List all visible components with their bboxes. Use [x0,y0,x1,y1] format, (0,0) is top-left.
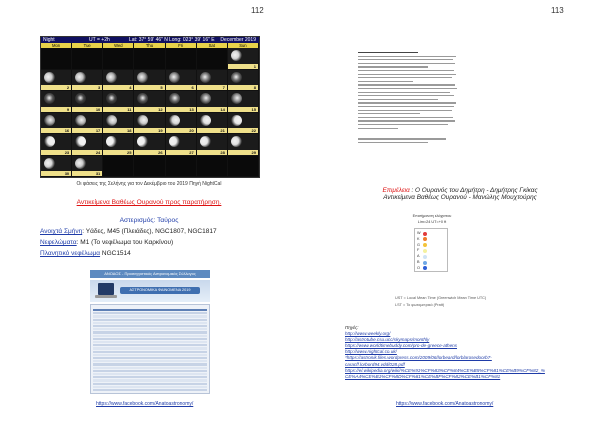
calendar-day-cell [103,156,134,178]
table-row [93,315,207,317]
table-row [93,367,207,369]
legend-note-1: UST = Local Mean Time (Greenwich Mean Time UTC) [395,296,487,300]
day-header: Tue [72,43,103,48]
moon-phase-icon [200,136,211,147]
calendar-date: 5 [160,85,163,90]
star-color-dot [423,266,427,270]
moon-phase-icon [44,115,55,126]
open-clusters-row [40,228,280,235]
calendar-day-cell [72,113,103,135]
text-document-thumbnail [358,52,458,152]
phenomena-banner [90,280,210,302]
day-header: Thu [134,43,165,48]
text-line [358,120,455,121]
table-row [93,351,207,353]
calendar-date: 30 [64,171,70,176]
facebook-link-right[interactable]: https://www.facebook.com/Anatoastronomy/ [396,401,494,407]
moon-phase-icon [44,158,55,169]
calendar-date: 31 [95,171,101,176]
legend-note-2: LST = Το φωτομετρικό (Pratt) [395,303,445,307]
calendar-day-cell [72,48,103,70]
calendar-night-label: Night [43,37,55,43]
legend-letter: G [417,242,420,247]
page-number-left: 112 [251,6,264,15]
calendar-date: 2 [66,85,70,90]
moon-phase-icon [106,136,117,147]
laptop-base-icon [95,295,117,298]
table-row [93,344,207,346]
table-row [93,338,207,340]
source-link[interactable]: https://www.worldtimebuddy.com/pro-de-greece-athens [345,343,458,349]
table-row [93,389,207,391]
calendar-day-cell [41,156,72,178]
star-color-dot [423,243,427,247]
text-line [358,113,420,114]
legend-letter: W [417,231,421,235]
calendar-day-cell [41,134,72,156]
legend-letter: A [417,254,420,259]
calendar-day-cell [134,70,165,92]
open-clusters-value: : Υάδες, Μ45 (Πλειάδες), NGC1807, NGC1817 [82,228,217,235]
calendar-date: 7 [222,85,225,90]
table-row [93,328,207,330]
moon-phase-icon [44,72,55,83]
table-row [93,376,207,378]
calendar-day-cell [228,48,259,70]
star-color-dot [423,261,427,265]
table-row [93,325,207,327]
moon-phase-icon [75,93,86,104]
calendar-month-title: December 2019 [220,37,256,43]
moon-phase-icon [137,72,148,83]
calendar-date: 25 [126,149,132,155]
table-row [93,322,207,324]
calendar-grid [41,48,259,177]
text-line [358,52,418,53]
table-row [93,354,207,356]
calendar-date: 14 [220,106,225,112]
day-header: Wed [103,43,134,48]
calendar-date: 4 [129,85,132,90]
calendar-day-cell [72,156,103,178]
calendar-date: 23 [64,149,70,155]
calendar-day-cell [197,91,228,113]
calendar-date: 3 [98,85,101,90]
text-line [358,95,454,96]
calendar-day-cell [166,91,197,113]
calendar-date: 8 [253,85,256,90]
calendar-date: 11 [127,106,132,112]
text-line [358,84,455,85]
moon-phase-icon [231,50,242,61]
page-number-right: 113 [551,6,564,15]
calendar-day-cell [103,91,134,113]
moon-phase-icon [75,72,86,83]
calendar-date: 16 [64,128,70,133]
calendar-day-cell [228,134,259,156]
text-line [358,74,456,75]
source-link[interactable]: https://el.wikipedia.org/wiki/%CE%91%CF%83%CF%84%CE%B5%CF%81%CE%B9%CF%82_% [345,367,545,373]
table-row [93,386,207,388]
calendar-ut-label: UT = +2h [89,37,110,43]
moon-phase-icon [169,72,180,83]
text-line [358,92,450,93]
star-color-dot [423,232,427,236]
moon-phase-icon [106,115,117,126]
table-row [93,309,207,311]
planetary-nebula-key[interactable]: Πλανητικό νεφέλωμα [40,250,101,257]
legend-title: Επισήμανση ελάχιστου [412,214,452,218]
calendar-day-cell [134,113,165,135]
text-line [358,102,456,103]
text-line [358,128,398,129]
table-row [93,360,207,362]
source-link[interactable]: http://www.nightcal.co.uk/ [345,349,397,355]
calendar-date: 12 [158,106,163,112]
day-header: Mon [41,43,72,48]
calendar-day-cell [41,113,72,135]
moon-phase-icon [106,93,117,104]
table-row [93,373,207,375]
table-row [93,331,207,333]
calendar-day-cell [197,48,228,70]
calendar-date: 20 [189,128,194,133]
calendar-date: 21 [220,128,225,133]
moon-phase-icon [137,115,148,126]
text-line [358,142,428,143]
calendar-date: 26 [158,149,163,155]
calendar-day-cell [134,91,165,113]
star-color-dot [423,249,427,253]
text-line [358,56,456,57]
table-row [93,312,207,314]
moon-phase-icon [75,136,86,147]
calendar-day-cell [134,48,165,70]
star-color-dot [423,255,427,259]
calendar-day-cell [197,134,228,156]
table-row [93,347,207,349]
constellation-label: Αστερισμός: Ταύρος [119,217,179,224]
nebulae-value: : Μ1 (Το νεφέλωμα του Καρκίνου) [76,239,174,246]
open-clusters-key[interactable]: Ανοιχτά Σμήνη [40,228,83,235]
moon-phase-icon [231,93,242,104]
legend-letter: F [417,248,420,253]
moon-phase-icon [75,115,86,126]
section-title: Αντικείμενα Βαθέως Ουρανού προς παρατήρηση. [76,199,222,206]
calendar-date: 17 [95,128,101,133]
calendar-date: 18 [126,128,132,133]
calendar-lat-label: Lat: 37° 59' 46" N [129,37,168,43]
moon-phase-icon [231,72,242,83]
calendar-day-cell [103,113,134,135]
moon-phase-icon [200,72,211,83]
nebulae-row [40,239,280,246]
calendar-day-cell [197,70,228,92]
calendar-day-cell [103,48,134,70]
day-header: Sat [197,43,228,48]
text-line [358,124,448,125]
moon-phase-icon [44,93,55,104]
source-link[interactable]: *https://astronik.files.wordpress.com/2009/06/lorbeard/lorblarosedoorb7- [345,355,492,361]
text-line [358,63,455,64]
phenomena-title: ΑΣΤΡΟΝΟΜΙΚΑ ΦΑΙΝΟΜΕΝΑ 2019 [120,287,200,294]
calendar-date: 6 [191,85,194,90]
moon-phase-icon [137,93,148,104]
calendar-date: 1 [253,63,256,69]
calendar-date: 24 [95,149,101,155]
laptop-icon [98,283,114,295]
calendar-date: 13 [189,106,194,112]
moon-phase-icon [231,136,242,147]
calendar-day-cell [72,134,103,156]
legend-box [414,228,448,272]
legend-subtitle: Lim=24 UT=+0 ft [417,220,447,224]
text-line [358,138,446,139]
calendar-day-cell [72,91,103,113]
calendar-date: 15 [251,106,256,112]
phenomena-table [90,304,210,394]
text-line [358,81,413,82]
calendar-day-cell [103,134,134,156]
calendar-day-cell [103,70,134,92]
sources-block [345,325,575,380]
calendar-day-cell [72,70,103,92]
moon-phase-icon [137,136,148,147]
text-line [358,117,453,118]
moon-phase-icon [169,136,180,147]
calendar-date: 19 [158,128,163,133]
credit-line-1: : Ο Ουρανός του Δημήτρη - Δημήτρης Γκίκας [409,187,538,194]
calendar-day-cell [166,134,197,156]
calendar-day-cell [166,156,197,178]
calendar-caption: Οι φάσεις της Σελήνης για τον Δεκέμβριο του 2019 Πηγή NightCal [76,181,222,187]
star-color-dot [423,237,427,241]
calendar-day-cell [166,70,197,92]
table-row [93,357,207,359]
table-row [93,319,207,321]
moon-phase-icon [200,93,211,104]
credits [345,187,575,201]
nebulae-key[interactable]: Νεφελώματα [40,239,77,246]
table-row [93,363,207,365]
planetary-nebula-row [40,250,280,257]
calendar-day-cell [134,156,165,178]
day-header: Sun [228,43,259,48]
calendar-day-cell [197,156,228,178]
credit-label: Επιμέλεια [382,187,410,194]
calendar-day-cell [41,48,72,70]
table-row [93,379,207,381]
text-line [358,59,453,60]
moon-phase-icon [231,115,242,126]
star-color-legend [408,214,456,272]
text-line [358,70,454,71]
calendar-date: 22 [251,128,256,133]
text-line [358,99,438,100]
calendar-day-cell [197,113,228,135]
calendar-day-cell [41,91,72,113]
calendar-date: 28 [220,149,225,155]
calendar-date: 9 [66,106,70,112]
calendar-day-cell [228,156,259,178]
source-link[interactable]: http://www.weekly.org/ [345,331,391,337]
moon-phase-calendar [40,36,260,178]
calendar-date: 29 [251,149,256,155]
facebook-link-left[interactable]: https://www.facebook.com/Anatoastronomy/ [96,401,194,407]
moon-phase-icon [75,158,86,169]
calendar-date: 10 [95,106,101,112]
text-line [358,77,452,78]
calendar-day-cell [228,91,259,113]
source-link[interactable]: http://astrotube.csu.ucc/skymaps/monthly [345,337,430,343]
calendar-day-cell [41,70,72,92]
credit-line-2: Αντικείμενα Βαθέως Ουρανού - Μανώλης Μουχτούρης [383,194,537,201]
calendar-day-cell [166,113,197,135]
legend-letter: K [417,236,420,241]
table-row [93,341,207,343]
calendar-long-label: Long: 023° 39' 16" E [169,37,215,43]
text-line [358,66,428,67]
moon-phase-icon [200,115,211,126]
moon-phase-icon [44,136,55,147]
source-link[interactable]: CE%A4%CE%B1%CF%8D%CF%81%CE%BF%CF%82%CE%B1%CF%81 [345,373,501,379]
table-row [93,383,207,385]
association-banner: ΑΝΟΔΟΣ - Προσεγγιστικός Αστρονομικός Σύλλογος [90,270,210,278]
calendar-day-cell [228,70,259,92]
day-header: Fri [166,43,197,48]
calendar-day-cell [134,134,165,156]
moon-phase-icon [169,115,180,126]
sources-label: Πηγές: [345,325,359,330]
text-line [358,106,454,107]
table-row [93,335,207,337]
calendar-date: 27 [189,149,194,155]
moon-phase-icon [106,72,117,83]
legend-letter: O [417,265,420,270]
calendar-day-cell [228,113,259,135]
moon-phase-icon [169,93,180,104]
planetary-nebula-value: NGC1514 [100,250,131,257]
legend-letter: B [417,260,420,264]
calendar-day-cell [166,48,197,70]
source-link[interactable]: caracff.lorbord94.vdd/028.pdf [345,361,405,367]
text-line [358,88,457,89]
text-line [358,110,452,111]
table-row [93,370,207,372]
